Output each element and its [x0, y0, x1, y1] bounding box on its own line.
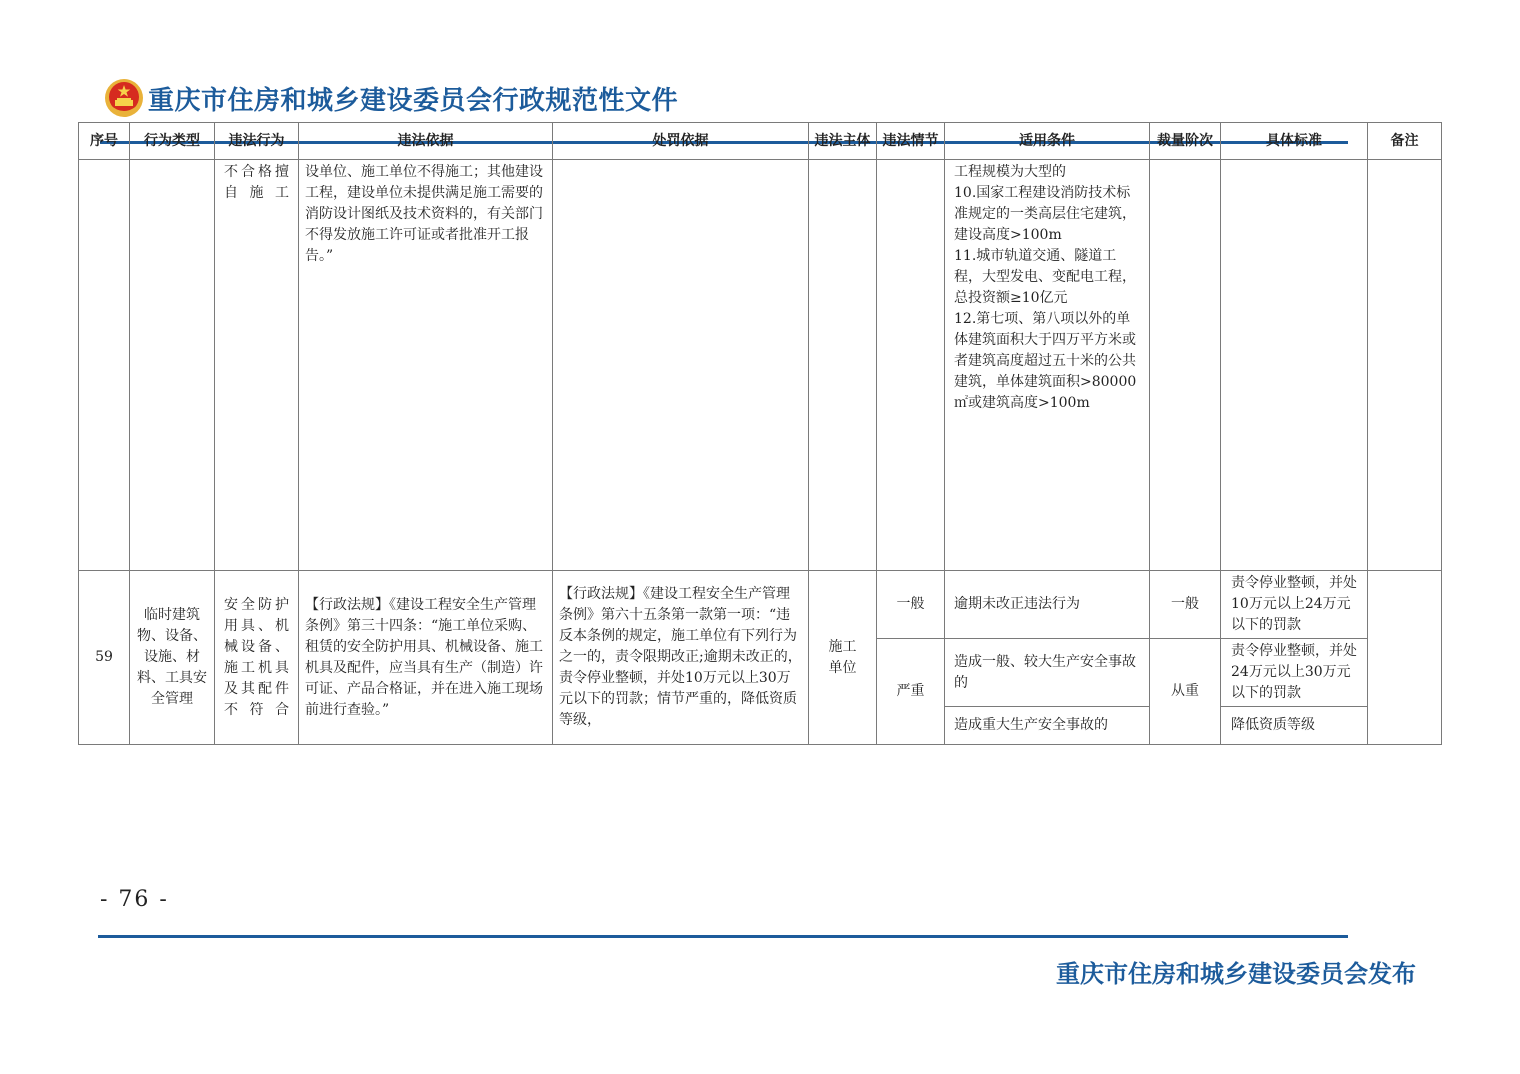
cell-violation-basis: 【行政法规】《建设工程安全生产管理条例》第三十四条：“施工单位采购、租赁的安全防护用具、机械设备、施工机具及配件，应当具有生产（制造）许可证、产品合格证，并在进入施工现场前进行查验。” [299, 571, 553, 745]
table-row [79, 571, 1442, 639]
footer-publisher: 重庆市住房和城乡建设委员会发布 [1056, 960, 1416, 988]
table-row [79, 160, 1442, 571]
cell-standard: 责令停业整顿，并处10万元以上24万元以下的罚款 [1221, 571, 1368, 639]
cell-conditions: 工程规模为大型的 10.国家工程建设消防技术标准规定的一类高层住宅建筑，建设高度>100m 11.城市轨道交通、隧道工程，大型发电、变配电工程，总投资额≥10亿元 12.第七项、第八项以外的单体建筑面积大于四万平方米或者建筑高度超过五十米的公共建筑，单体建筑面积>80000㎡或建筑高度>100m [945, 160, 1150, 571]
cell-behavior: 不合格擅自施工 [215, 160, 299, 571]
cell-standard: 责令停业整顿，并处24万元以上30万元以下的罚款 [1221, 639, 1368, 707]
cell-condition: 造成一般、较大生产安全事故的 [945, 639, 1150, 707]
col-header-standard: 具体标准 [1221, 123, 1368, 160]
col-header-circumstance: 违法情节 [877, 123, 945, 160]
cell-standard: 降低资质等级 [1221, 707, 1368, 745]
cell-penalty-basis: 【行政法规】《建设工程安全生产管理条例》第六十五条第一款第一项：“违反本条例的规定，施工单位有下列行为之一的，责令限期改正;逾期未改正的，责令停业整顿，并处10万元以上30万元以下的罚款；情节严重的，降低资质等级， [553, 571, 809, 745]
cell-level: 一般 [1150, 571, 1221, 639]
national-emblem-icon [104, 78, 144, 118]
cell-behavior: 安全防护用具、机械设备、施工机具及其配件不符合 [215, 571, 299, 745]
footer-rule [98, 935, 1348, 938]
col-header-level: 裁量阶次 [1150, 123, 1221, 160]
cell-circumstance: 一般 [877, 571, 945, 639]
cell-violation-basis: 设单位、施工单位不得施工；其他建设工程，建设单位未提供满足施工需要的消防设计图纸及技术资料的，有关部门不得发放施工许可证或者批准开工报告。” [299, 160, 553, 571]
table-header-row [79, 123, 1442, 160]
page-number: - 76 - [100, 887, 169, 912]
cell-level: 从重 [1150, 639, 1221, 745]
cell-subject: 施工单位 [809, 571, 877, 745]
col-header-penalty-basis: 处罚依据 [553, 123, 809, 160]
cell-condition: 造成重大生产安全事故的 [945, 707, 1150, 745]
cell-type: 临时建筑物、设备、设施、材料、工具安全管理 [130, 571, 215, 745]
col-header-type: 行为类型 [130, 123, 215, 160]
cell-circumstance: 严重 [877, 639, 945, 745]
page-header [104, 76, 678, 120]
header-title: 重庆市住房和城乡建设委员会行政规范性文件 [148, 85, 679, 116]
cell-remarks [1368, 571, 1442, 745]
col-header-no: 序号 [79, 123, 130, 160]
col-header-behavior: 违法行为 [215, 123, 299, 160]
cell-condition: 逾期未改正违法行为 [945, 571, 1150, 639]
col-header-remarks: 备注 [1368, 123, 1442, 160]
col-header-conditions: 适用条件 [945, 123, 1150, 160]
col-header-subject: 违法主体 [809, 123, 877, 160]
penalty-standards-table [78, 122, 1442, 745]
col-header-violation-basis: 违法依据 [299, 123, 553, 160]
cell-no: 59 [79, 571, 130, 745]
